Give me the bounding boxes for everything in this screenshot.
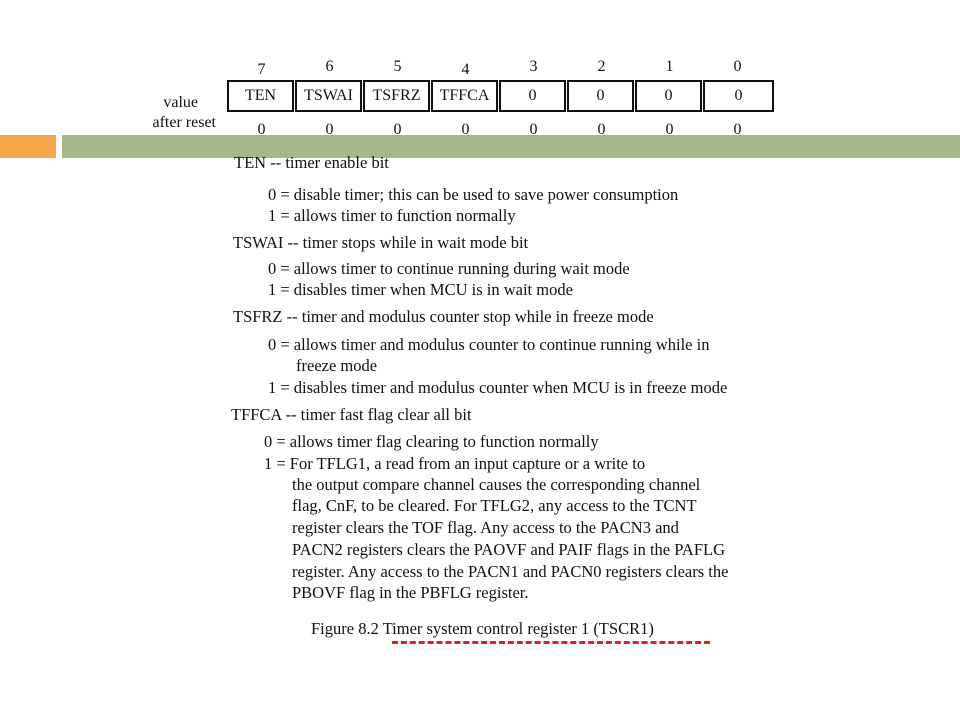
tffca-value-1-line2: the output compare channel causes the corresponding channel (292, 475, 701, 494)
tffca-value-1-line6: register. Any access to the PACN1 and PACN0 registers clears the (292, 562, 729, 581)
figure-caption: Figure 8.2 Timer system control register 1 (TSCR1) (311, 619, 654, 638)
reset-value-3: 0 (529, 121, 538, 138)
ten-value-0: 0 = disable timer; this can be used to save power consumption (268, 185, 679, 204)
register-cell-bit0: 0 (703, 80, 774, 112)
reset-value-7: 0 (257, 121, 266, 138)
register-cell-ten: TEN (227, 80, 294, 112)
ten-title: TEN -- timer enable bit (234, 153, 389, 172)
tffca-value-1-line3: flag, CnF, to be cleared. For TFLG2, any access to the TCNT (292, 496, 697, 515)
reset-value-1: 0 (665, 121, 674, 138)
bit-number-2: 2 (597, 58, 606, 75)
tffca-value-1-line5: PACN2 registers clears the PAOVF and PAIF flags in the PAFLG (292, 540, 725, 559)
bit-number-0: 0 (733, 58, 742, 75)
tswai-value-0: 0 = allows timer to continue running during wait mode (268, 259, 630, 278)
reset-value-6: 0 (325, 121, 334, 138)
tswai-title: TSWAI -- timer stops while in wait mode bit (233, 233, 529, 252)
bit-number-3: 3 (529, 58, 538, 75)
register-cell-bit3: 0 (499, 80, 566, 112)
register-cell-bit2: 0 (567, 80, 634, 112)
bit-number-5: 5 (393, 58, 402, 75)
tffca-value-1-line1: 1 = For TFLG1, a read from an input capture or a write to (264, 454, 646, 473)
value-label-line2: after reset (152, 114, 216, 131)
tffca-value-0: 0 = allows timer flag clearing to function normally (264, 432, 599, 451)
register-cell-tswai: TSWAI (295, 80, 362, 112)
tsfrz-title: TSFRZ -- timer and modulus counter stop while in freeze mode (233, 307, 654, 326)
register-cell-tffca: TFFCA (431, 80, 498, 112)
tffca-title: TFFCA -- timer fast flag clear all bit (231, 405, 472, 424)
reset-value-4: 0 (461, 121, 470, 138)
caption-underline (392, 641, 710, 644)
register-cell-tsfrz: TSFRZ (363, 80, 430, 112)
tffca-value-1-line7: PBOVF flag in the PBFLG register. (292, 583, 529, 602)
tffca-value-1-line4: register clears the TOF flag. Any access to the PACN3 and (292, 518, 679, 537)
register-cell-bit1: 0 (635, 80, 702, 112)
bit-number-4: 4 (461, 61, 470, 78)
ten-value-1: 1 = allows timer to function normally (268, 206, 516, 225)
value-label-line1: value (163, 94, 198, 111)
bit-number-6: 6 (325, 58, 334, 75)
bit-number-1: 1 (665, 58, 674, 75)
reset-value-5: 0 (393, 121, 402, 138)
tsfrz-value-0-line1: 0 = allows timer and modulus counter to continue running while in (268, 335, 710, 354)
bit-number-7: 7 (257, 61, 266, 78)
accent-bar-orange (0, 135, 56, 158)
tsfrz-value-0-line2: freeze mode (296, 356, 378, 375)
reset-value-0: 0 (733, 121, 742, 138)
tsfrz-value-1: 1 = disables timer and modulus counter when MCU is in freeze mode (268, 378, 728, 397)
reset-value-2: 0 (597, 121, 606, 138)
tswai-value-1: 1 = disables timer when MCU is in wait mode (268, 280, 573, 299)
